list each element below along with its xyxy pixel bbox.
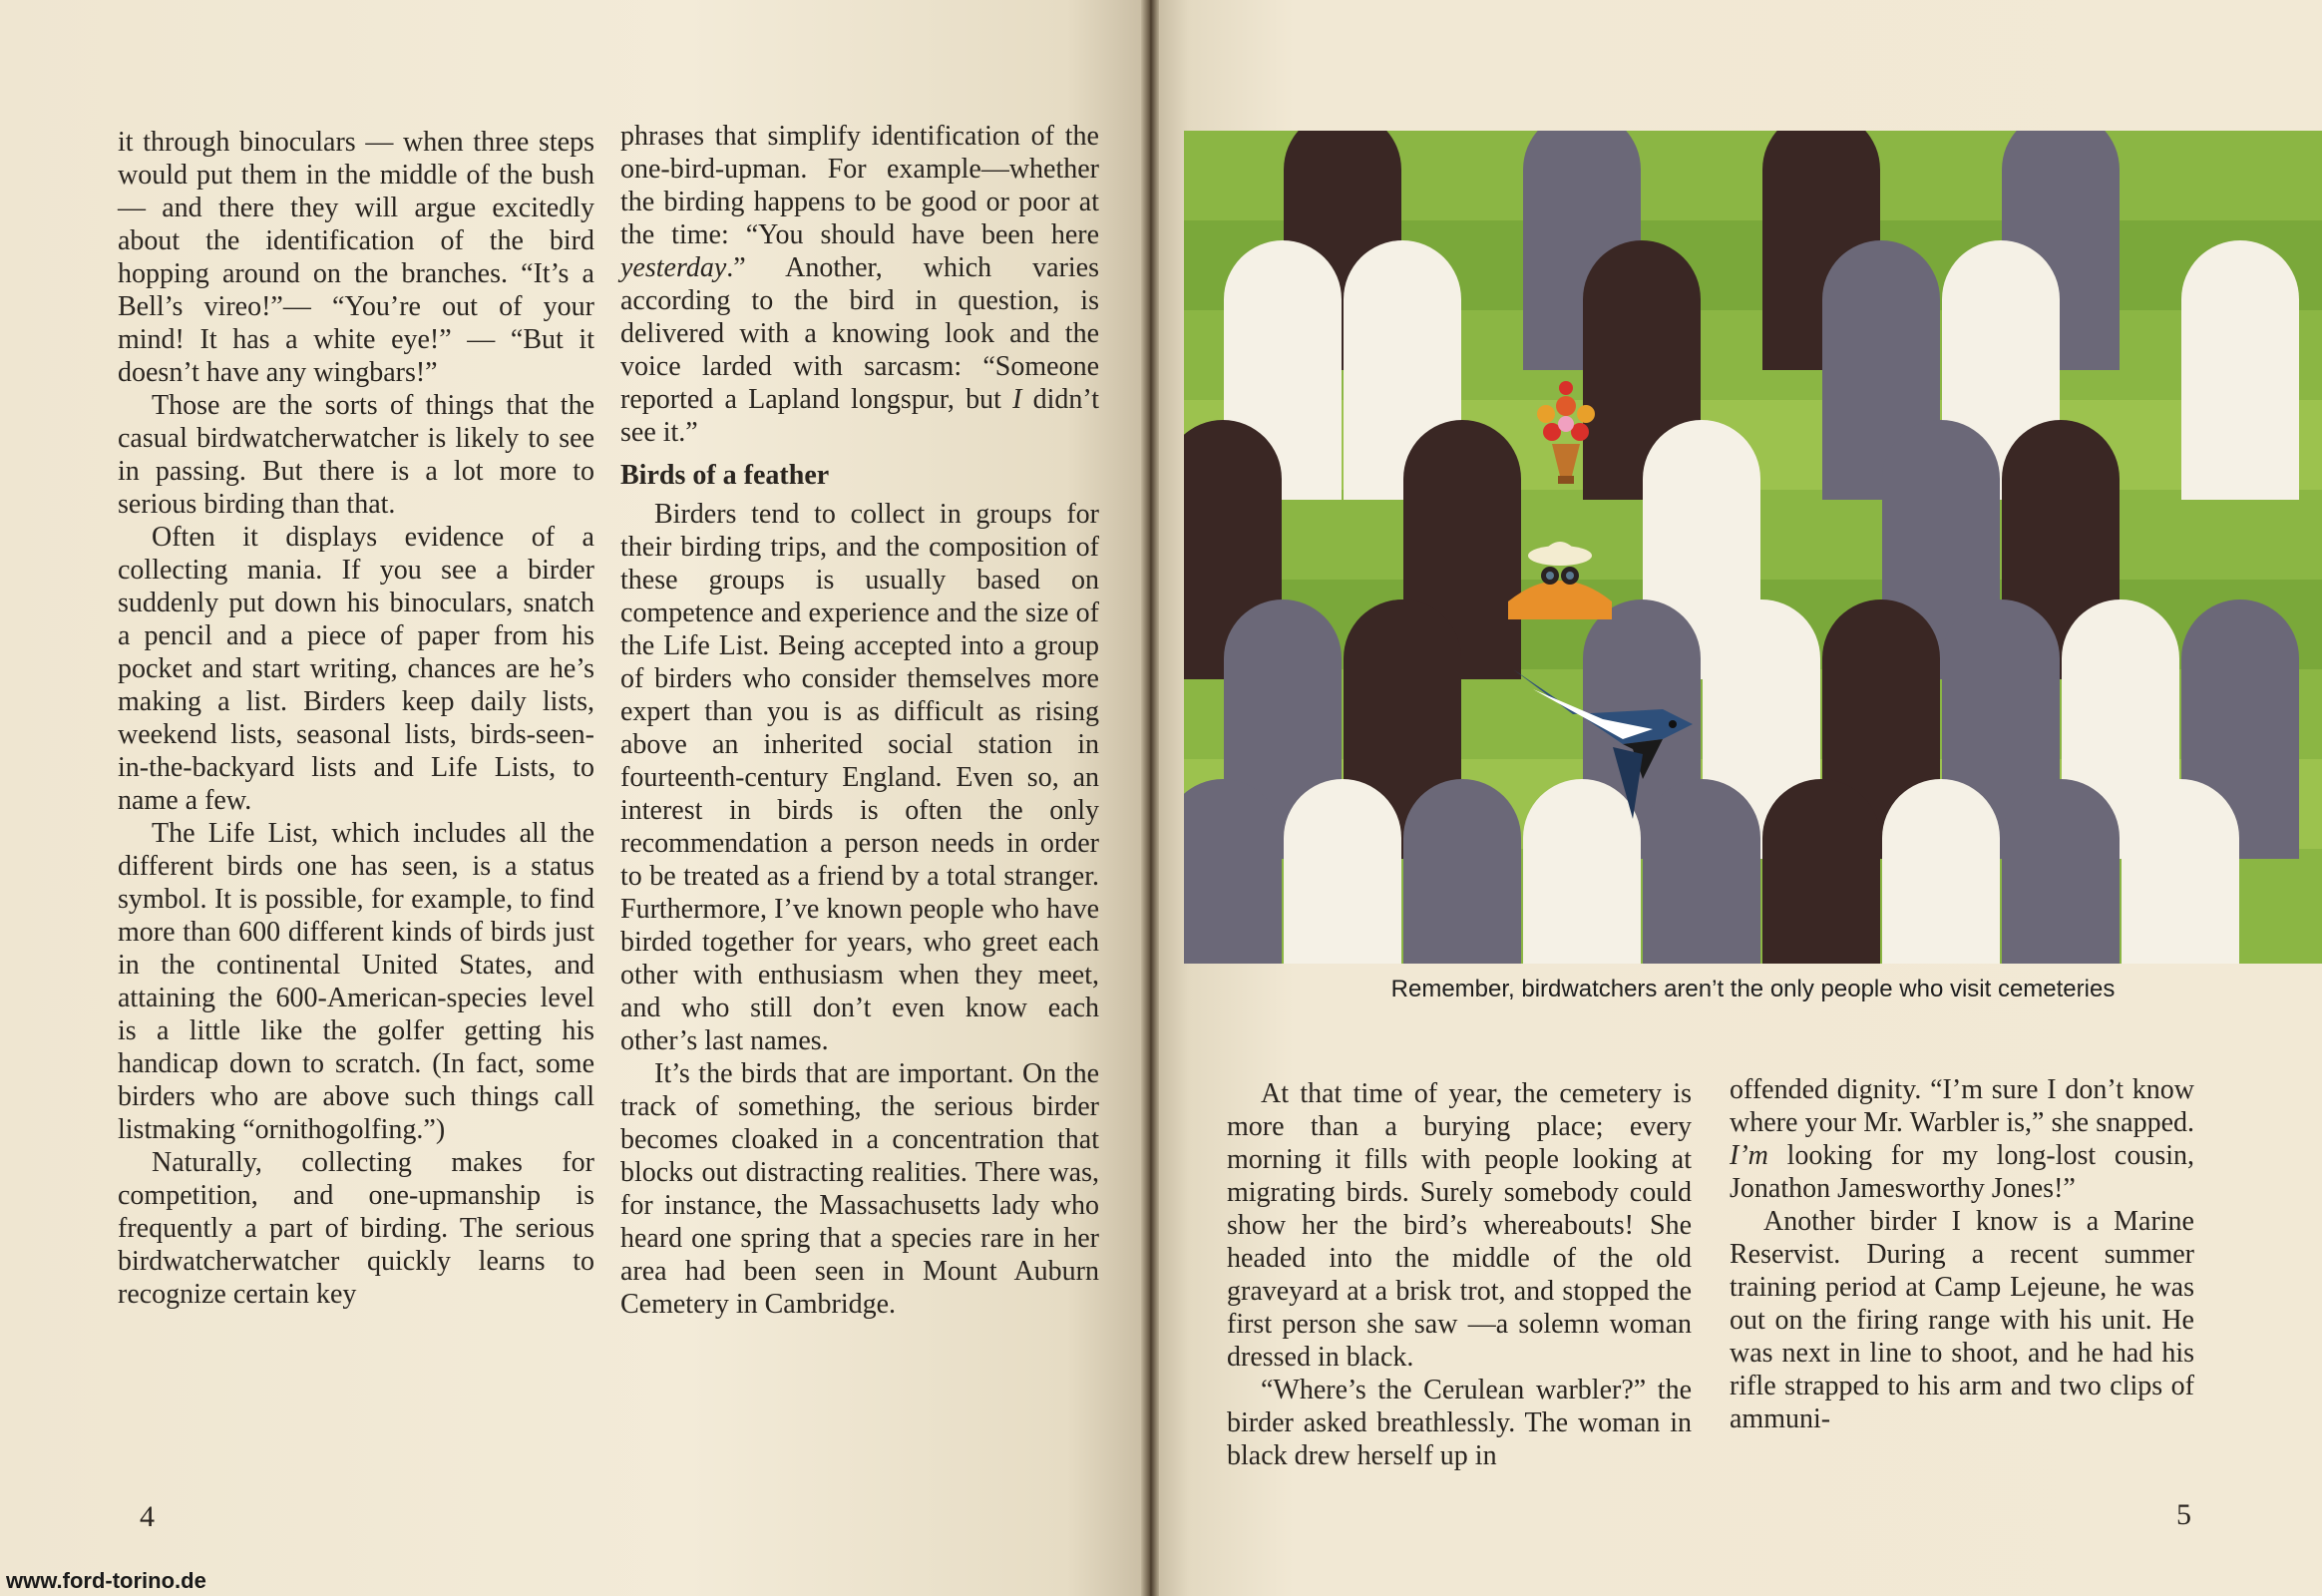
paragraph: Those are the sorts of things that the casual birdwatcherwatcher is likely to see in passing. But there is a lot more to serious birding than that. bbox=[118, 390, 594, 520]
italic-text: I bbox=[1012, 384, 1022, 415]
tombstone bbox=[2122, 779, 2239, 964]
tombstone bbox=[1403, 779, 1521, 964]
paragraph: Birders tend to collect in groups for their birding trips, and the composition of these groups is usually based on competence and experience and the size of the Life List. Being accepted into a group of birders who consider themselves more expert than you is as difficult as rising above an inherited social station in fourteenth-century England. Even so, an interest in birds is often the only recommendation a person needs in order to be treated as a friend by a total stranger. Furthermore, I’ve known people who have birded together for years, who greet each other with enthusiasm when they meet, and who still don’t even know each other’s last names. bbox=[620, 499, 1099, 1056]
left-column-2 bbox=[620, 120, 1099, 1321]
section-heading: Birds of a feather bbox=[620, 460, 830, 491]
paragraph: “Where’s the Cerulean warbler?” the birder asked breathlessly. The woman in black drew herself up in bbox=[1227, 1375, 1692, 1471]
text-run: offended dignity. “I’m sure I don’t know where your Mr. Warbler is,” she snapped. bbox=[1730, 1074, 2194, 1138]
tombstone bbox=[1284, 779, 1401, 964]
paragraph bbox=[620, 120, 1099, 449]
paragraph: Another birder I know is a Marine Reservist. During a recent summer training period at Camp Lejeune, he was out on the firing range with his unit. He was next in line to shoot, and he had his rifle strapped to his arm and two clips of ammuni- bbox=[1730, 1206, 2194, 1434]
tombstone bbox=[1184, 779, 1282, 964]
paragraph: At that time of year, the cemetery is more than a burying place; every morning it fills with people looking at migrating birds. Surely somebody could show her the bird’s whereabouts! She headed into the middle of the old graveyard at a brisk trot, and stopped the first person she saw —a solemn woman dressed in black. bbox=[1227, 1078, 1692, 1373]
tombstone bbox=[1523, 779, 1641, 964]
paragraph: It’s the birds that are important. On the track of something, the serious birder becomes cloaked in a concentration that blocks out distracting realities. There was, for instance, the Massachusetts lady who heard one spring that a species rare in her area had been seen in Mount Auburn Cemetery in Cambridge. bbox=[620, 1058, 1099, 1320]
italic-text: yesterday bbox=[620, 252, 727, 283]
tombstone bbox=[1762, 779, 1880, 964]
text-run: .” Another, which varies according to the bird in question, is delivered with a knowing look and the voice larded with sarcasm: “Someone reported a Lapland longspur, but bbox=[620, 252, 1099, 415]
cemetery-illustration bbox=[1184, 131, 2322, 964]
tombstone bbox=[1643, 779, 1760, 964]
tombstone bbox=[1882, 779, 2000, 964]
paragraph: Often it displays evidence of a collecting mania. If you see a birder suddenly put down his binoculars, snatch a pencil and a piece of paper from his pocket and start writing, chances are he’s making a list. Birders keep daily lists, weekend lists, seasonal lists, birds-seen-in-the-backyard lists and Life Lists, to name a few. bbox=[118, 522, 594, 816]
paragraph bbox=[1730, 1073, 2194, 1205]
tombstone bbox=[2181, 240, 2299, 500]
page-number-right: 5 bbox=[2176, 1498, 2191, 1531]
right-column-1 bbox=[1227, 1077, 1692, 1472]
italic-text: I’m bbox=[1730, 1140, 1768, 1171]
paragraph: The Life List, which includes all the different birds one has seen, is a status symbol. It is possible, for example, to find more than 600 different kinds of birds just in the continental United States, and attaining the 600-American-species level is a little like the golfer getting his handicap down to scratch. (In fact, some birders who are above such things call listmaking “ornithogolfing.”) bbox=[118, 818, 594, 1145]
right-column-2 bbox=[1730, 1073, 2194, 1435]
text-run: didn’t see it.” bbox=[620, 384, 1099, 448]
text-run: phrases that simplify identification of the one-bird-upman. For example—whether the birding happens to be good or poor at the time: “You should have been here bbox=[620, 121, 1099, 250]
book-spine bbox=[1141, 0, 1159, 1596]
page-number-left: 4 bbox=[140, 1500, 155, 1533]
watermark: www.ford-torino.de bbox=[6, 1568, 206, 1593]
text-run: looking for my long-lost cousin, Jonathon Jamesworthy Jones!” bbox=[1730, 1140, 2194, 1204]
paragraph: it through binoculars — when three steps would put them in the middle of the bush — and there they will argue excitedly about the identification of the bird hopping around on the branches. “It’s a Bell’s vireo!”— “You’re out of your mind! It has a white eye!” — “But it doesn’t have any wingbars!” bbox=[118, 127, 594, 388]
tombstone bbox=[2002, 779, 2120, 964]
left-column-1 bbox=[118, 126, 594, 1311]
illustration-caption: Remember, birdwatchers aren’t the only people who visit cemeteries bbox=[1390, 976, 2116, 1002]
paragraph: Naturally, collecting makes for competition, and one-upmanship is frequently a part of birding. The serious birdwatcherwatcher quickly learns to recognize certain key bbox=[118, 1147, 594, 1310]
